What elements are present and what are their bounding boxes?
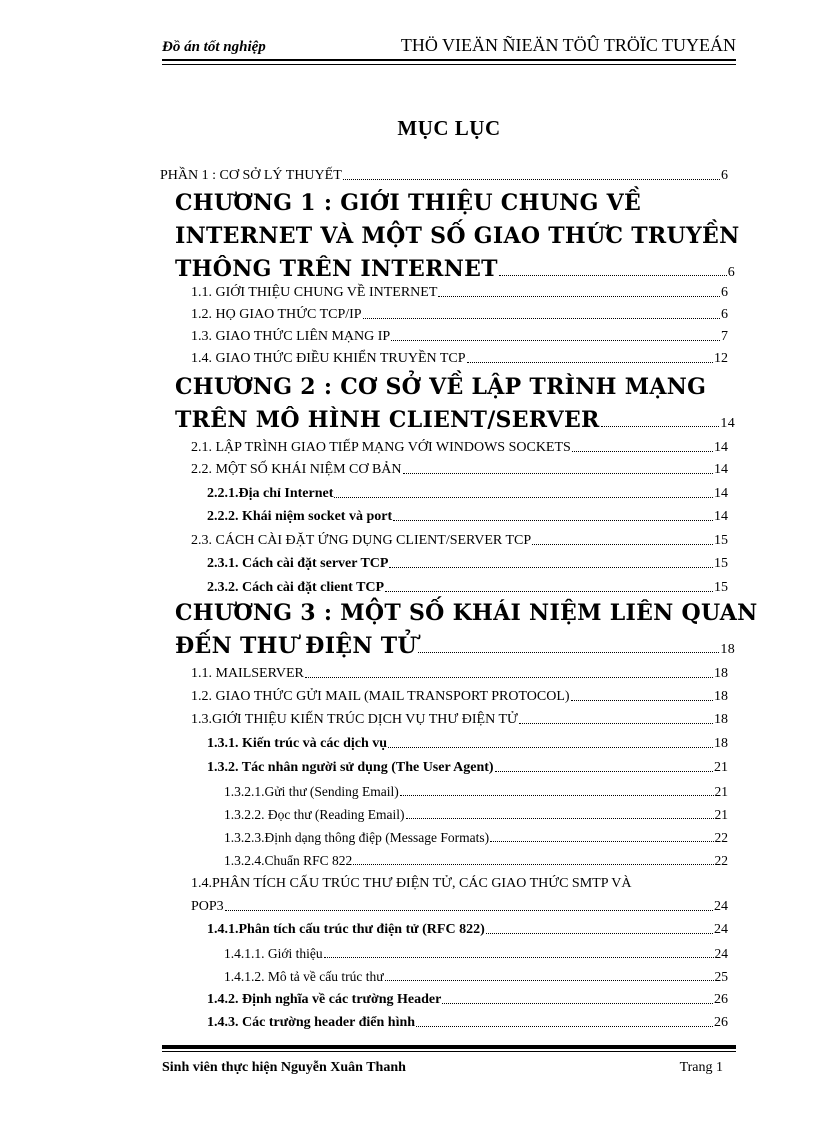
toc-leader	[393, 520, 713, 521]
toc-entry-text: 1.3. GIAO THỨC LIÊN MẠNG IP	[191, 329, 391, 344]
header-rule-thin	[162, 64, 736, 65]
toc-leader	[442, 1003, 713, 1004]
header-rule	[162, 59, 736, 61]
toc-entry[interactable]	[191, 329, 728, 345]
toc-page-number: 7	[721, 329, 728, 344]
toc-leader	[519, 723, 713, 724]
footer-page-number: Trang 1	[679, 1060, 723, 1075]
toc-entry[interactable]	[207, 922, 728, 938]
footer-rule	[162, 1045, 736, 1049]
toc-page-number: 6	[721, 168, 728, 183]
toc-entry-text: 1.3.GIỚI THIỆU KIẾN TRÚC DỊCH VỤ THƯ ĐIỆN TỬ	[191, 712, 518, 727]
toc-page-number: 18	[720, 642, 735, 657]
toc-entry[interactable]	[207, 1015, 728, 1031]
toc-chapter-heading[interactable]	[175, 187, 740, 289]
toc-leader	[416, 1026, 713, 1027]
toc-entry[interactable]	[207, 992, 728, 1008]
toc-leader	[343, 179, 720, 180]
toc-page-number: 12	[714, 351, 728, 366]
toc-page-number: 6	[727, 265, 735, 280]
toc-entry-text: 1.4.1.1. Giới thiệu	[224, 946, 323, 961]
toc-entry[interactable]	[224, 969, 728, 985]
toc-leader	[418, 652, 720, 653]
header-right-text: THÖ VIEÄN ÑIEÄN TÖÛ TRÖÏC TUYEÁN	[400, 35, 736, 55]
toc-entry[interactable]	[191, 689, 728, 705]
toc-page-number: 15	[714, 533, 728, 548]
toc-entry-text: 1.2. GIAO THỨC GỬI MAIL (MAIL TRANSPORT PROTOCOL)	[191, 689, 570, 704]
toc-page-number: 22	[714, 853, 728, 868]
toc-entry[interactable]	[191, 307, 728, 323]
toc-entry[interactable]	[224, 946, 728, 962]
toc-entry-text: 2.2.2. Khái niệm socket và port	[207, 509, 393, 524]
toc-leader	[532, 544, 713, 545]
toc-leader	[495, 771, 713, 772]
toc-leader	[499, 275, 727, 276]
toc-entry[interactable]	[207, 486, 728, 502]
toc-page-number: 14	[714, 462, 728, 477]
toc-entry-text: 2.2. MỘT SỐ KHÁI NIỆM CƠ BẢN	[191, 462, 402, 477]
toc-entry[interactable]	[191, 285, 728, 301]
toc-entry-text: 1.1. GIỚI THIỆU CHUNG VỀ INTERNET	[191, 285, 438, 300]
toc-leader	[490, 841, 713, 842]
toc-entry[interactable]	[207, 580, 728, 596]
toc-entry-text: 2.2.1.Địa chỉ Internet	[207, 486, 334, 501]
toc-entry[interactable]	[207, 556, 728, 572]
toc-entry-text: 2.3.2. Cách cài đặt client TCP	[207, 580, 385, 595]
chapter-line: INTERNET VÀ MỘT SỐ GIAO THỨC TRUYỀN	[175, 223, 740, 249]
toc-page-number: 21	[714, 807, 728, 822]
chapter-line: CHƯƠNG 1 : GIỚI THIỆU CHUNG VỀ	[175, 190, 642, 216]
toc-entry[interactable]	[224, 807, 728, 823]
toc-page-number: 24	[714, 946, 728, 961]
toc-leader	[406, 818, 714, 819]
toc-leader	[403, 473, 713, 474]
toc-page-number: 22	[714, 830, 728, 845]
toc-entry[interactable]	[160, 168, 728, 184]
toc-entry-text: 2.3.1. Cách cài đặt server TCP	[207, 556, 389, 571]
toc-page-number: 18	[714, 666, 728, 681]
toc-entry-text: 1.4. GIAO THỨC ĐIỀU KHIỂN TRUYỀN TCP	[191, 351, 466, 366]
chapter-line: ĐẾN THƯ ĐIỆN TỬ	[175, 633, 417, 659]
toc-page-number: 14	[720, 416, 735, 431]
toc-entry[interactable]	[191, 533, 728, 549]
toc-page-number: 21	[714, 784, 728, 799]
toc-entry-text: 1.2. HỌ GIAO THỨC TCP/IP	[191, 307, 362, 322]
toc-leader	[400, 795, 714, 796]
footer-rule-thin	[162, 1051, 736, 1052]
toc-entry-text: 1.3.2.2. Đọc thư (Reading Email)	[224, 807, 405, 822]
chapter-line: CHƯƠNG 2 : CƠ SỞ VỀ LẬP TRÌNH MẠNG	[175, 374, 707, 400]
toc-leader	[486, 933, 713, 934]
toc-entry-text: 1.3.2.3.Định dạng thông điệp (Message Formats)	[224, 830, 490, 845]
toc-chapter-heading[interactable]	[175, 371, 735, 440]
page-title: MỤC LỤC	[397, 116, 501, 140]
toc-entry-text: 1.1. MAILSERVER	[191, 666, 304, 681]
toc-leader	[353, 864, 713, 865]
toc-page-number: 24	[714, 922, 728, 937]
toc-leader	[571, 700, 713, 701]
toc-page-number: 18	[714, 689, 728, 704]
toc-page-number: 18	[714, 736, 728, 751]
toc-entry-text: 1.4.2. Định nghĩa về các trường Header	[207, 992, 442, 1007]
toc-page-number: 18	[714, 712, 728, 727]
toc-entry-text: 2.1. LẬP TRÌNH GIAO TIẾP MẠNG VỚI WINDOWS SOCKETS	[191, 440, 571, 455]
toc-leader	[385, 591, 713, 592]
toc-leader	[225, 910, 713, 911]
toc-entry[interactable]	[224, 784, 728, 800]
toc-page-number: 14	[714, 440, 728, 455]
toc-entry-text: PHẦN 1 : CƠ SỞ LÝ THUYẾT	[160, 168, 342, 183]
toc-entry[interactable]	[191, 462, 728, 478]
toc-leader	[324, 957, 714, 958]
header-left-text: Đồ án tốt nghiệp	[162, 39, 266, 55]
toc-leader	[389, 567, 713, 568]
toc-entry[interactable]	[207, 760, 728, 776]
toc-page-number: 26	[714, 992, 728, 1007]
toc-entry[interactable]	[191, 666, 728, 682]
toc-entry[interactable]	[191, 876, 728, 892]
toc-entry-text: 1.4.PHÂN TÍCH CẤU TRÚC THƯ ĐIỆN TỬ, CÁC GIAO THỨC SMTP VÀ	[191, 876, 632, 891]
toc-chapter-heading[interactable]	[175, 597, 758, 666]
toc-entry[interactable]	[191, 712, 728, 728]
toc-entry[interactable]	[207, 509, 728, 525]
toc-page-number: 6	[721, 285, 728, 300]
toc-page-number: 15	[714, 556, 728, 571]
page-header	[162, 34, 736, 60]
toc-leader	[572, 451, 713, 452]
footer-author: Sinh viên thực hiện Nguyễn Xuân Thanh	[162, 1060, 406, 1075]
toc-leader	[601, 426, 720, 427]
toc-entry-text: 1.3.1. Kiến trúc và các dịch vụ	[207, 736, 388, 751]
toc-page-number: 24	[714, 899, 728, 914]
toc-entry-text: 1.4.1.Phân tích cấu trúc thư điện tử (RFC 822)	[207, 922, 485, 937]
toc-page-number: 6	[721, 307, 728, 322]
toc-entry-text: 1.3.2.4.Chuẩn RFC 822	[224, 853, 353, 868]
toc-leader	[388, 747, 713, 748]
toc-entry[interactable]	[224, 853, 728, 869]
toc-entry-text: 1.4.1.2. Mô tả về cấu trúc thư	[224, 969, 384, 984]
toc-page-number: 14	[714, 509, 728, 524]
toc-leader	[385, 980, 714, 981]
toc-leader	[467, 362, 713, 363]
toc-page-number: 25	[714, 969, 728, 984]
toc-leader	[363, 318, 720, 319]
toc-entry-text: 2.3. CÁCH CÀI ĐẶT ỨNG DỤNG CLIENT/SERVER TCP	[191, 533, 532, 548]
toc-entry[interactable]	[191, 899, 728, 915]
toc-entry[interactable]	[224, 830, 728, 846]
toc-entry[interactable]	[191, 440, 728, 456]
chapter-line: CHƯƠNG 3 : MỘT SỐ KHÁI NIỆM LIÊN QUAN	[175, 600, 758, 626]
toc-entry[interactable]	[191, 351, 728, 367]
toc-page-number: 14	[714, 486, 728, 501]
toc-entry[interactable]	[207, 736, 728, 752]
toc-leader	[305, 677, 713, 678]
toc-page-number: 15	[714, 580, 728, 595]
toc-leader	[391, 340, 720, 341]
chapter-line: THÔNG TRÊN INTERNET	[175, 256, 498, 282]
toc-page-number: 26	[714, 1015, 728, 1030]
toc-entry-text: POP3	[191, 899, 224, 914]
toc-leader	[438, 296, 720, 297]
toc-leader	[334, 497, 713, 498]
toc-entry-text: 1.3.2.1.Gửi thư (Sending Email)	[224, 784, 399, 799]
toc-entry-text: 1.3.2. Tác nhân người sử dụng (The User Agent)	[207, 760, 494, 775]
toc-page-number: 21	[714, 760, 728, 775]
chapter-line: TRÊN MÔ HÌNH CLIENT/SERVER	[175, 407, 600, 433]
toc-entry-text: 1.4.3. Các trường header điển hình	[207, 1015, 416, 1030]
